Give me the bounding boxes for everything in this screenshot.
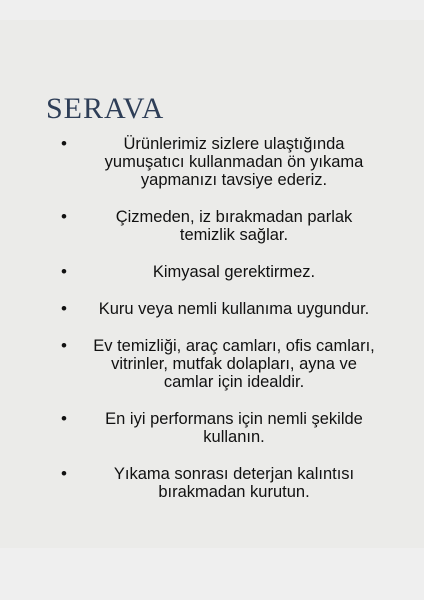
list-item-line: Ev temizliği, araç camları, ofis camları,: [93, 337, 375, 355]
brand-logo-text: SERAVA: [46, 92, 165, 125]
bullet-icon: •: [61, 207, 67, 226]
bullet-icon: •: [61, 409, 67, 428]
list-item-line: Kuru veya nemli kullanıma uygundur.: [98, 300, 370, 318]
list-item-line: yumuşatıcı kullanmadan ön yıkama: [104, 153, 364, 171]
list-item-line: vitrinler, mutfak dolapları, ayna ve: [111, 355, 357, 373]
list-item-text: [78, 135, 390, 189]
list-item-line: En iyi performans için nemli şekilde: [105, 410, 363, 428]
bullet-icon: •: [61, 336, 67, 355]
bullet-icon: •: [61, 299, 67, 318]
list-item: [0, 135, 424, 189]
bullet-icon: •: [61, 134, 67, 153]
list-item-line: kullanın.: [203, 428, 265, 446]
list-item-text: [78, 300, 390, 318]
bullet-icon: •: [61, 262, 67, 281]
list-item: [0, 465, 424, 501]
list-item: [0, 208, 424, 244]
list-item-text: [78, 208, 390, 244]
list-item-line: Kimyasal gerektirmez.: [152, 263, 316, 281]
list-item-line: camlar için idealdir.: [163, 373, 305, 391]
list-item-line: Yıkama sonrası deterjan kalıntısı: [113, 465, 355, 483]
list-item: [0, 300, 424, 318]
care-instructions-list: [0, 135, 424, 520]
list-item-line: Ürünlerimiz sizlere ulaştığında: [123, 135, 345, 153]
list-item: [0, 337, 424, 391]
list-item-line: temizlik sağlar.: [179, 226, 289, 244]
list-item-text: [78, 337, 390, 391]
list-item: [0, 263, 424, 281]
list-item: [0, 410, 424, 446]
list-item-line: yapmanızı tavsiye ederiz.: [140, 171, 328, 189]
list-item-text: [78, 263, 390, 281]
list-item-text: [78, 465, 390, 501]
list-item-text: [78, 410, 390, 446]
bullet-icon: •: [61, 464, 67, 483]
list-item-line: bırakmadan kurutun.: [158, 483, 310, 501]
list-item-line: Çizmeden, iz bırakmadan parlak: [115, 208, 353, 226]
